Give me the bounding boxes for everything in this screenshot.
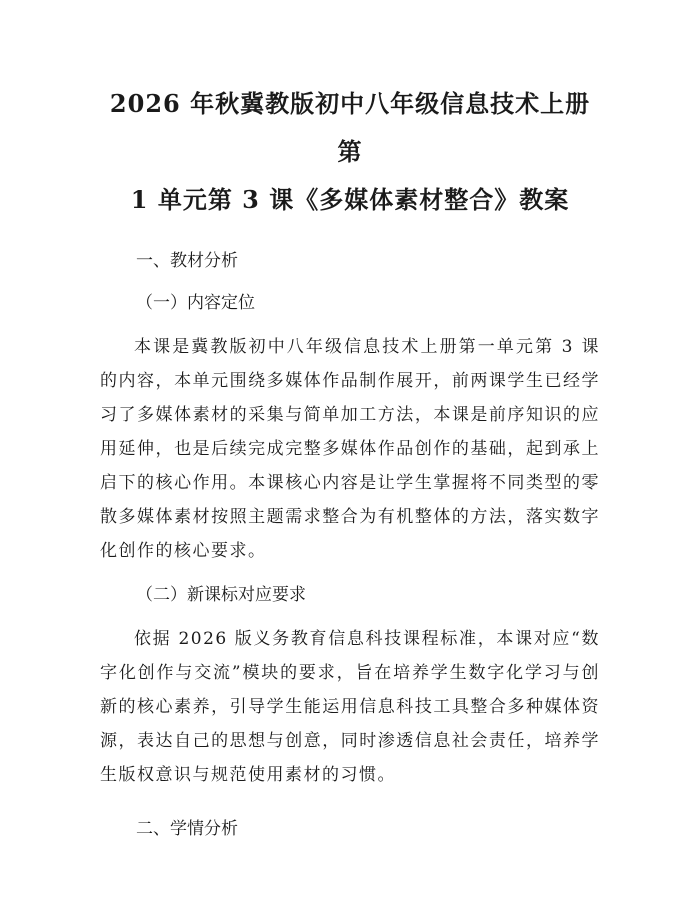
- section-heading-materials-analysis: 一、教材分析: [136, 251, 238, 271]
- title-line-1: 2026 年秋冀教版初中八年级信息技术上册第: [109, 89, 591, 166]
- subsection-heading-content-positioning: （一）内容定位: [136, 293, 255, 313]
- title-line-2: 1 单元第 3 课《多媒体素材整合》教案: [130, 185, 570, 214]
- document-title: [100, 0, 600, 224]
- paragraph-content-positioning: 本课是冀教版初中八年级信息技术上册第一单元第 3 课的内容，本单元围绕多媒体作品制作展开，前两课学生已经学习了多媒体素材的采集与简单加工方法，本课是前序知识的应用延伸，也是后续完成完整多媒体作品创作的基础，起到承上启下的核心作用。本课核心内容是让学生掌握将不同类型的零散多媒体素材按照主题需求整合为有机整体的方法，落实数字化创作的核心要求。: [100, 337, 600, 561]
- paragraph-curriculum-requirements: 依据 2026 版义务教育信息科技课程标准，本课对应“数字化创作与交流”模块的要求，旨在培养学生数字化学习与创新的核心素养，引导学生能运用信息科技工具整合多种媒体资源，表达自己的思想与创意，同时渗透信息社会责任，培养学生版权意识与规范使用素材的习惯。: [100, 629, 600, 785]
- subsection-heading-curriculum-requirements: （二）新课标对应要求: [136, 585, 306, 605]
- section-heading-student-analysis: 二、学情分析: [136, 819, 238, 839]
